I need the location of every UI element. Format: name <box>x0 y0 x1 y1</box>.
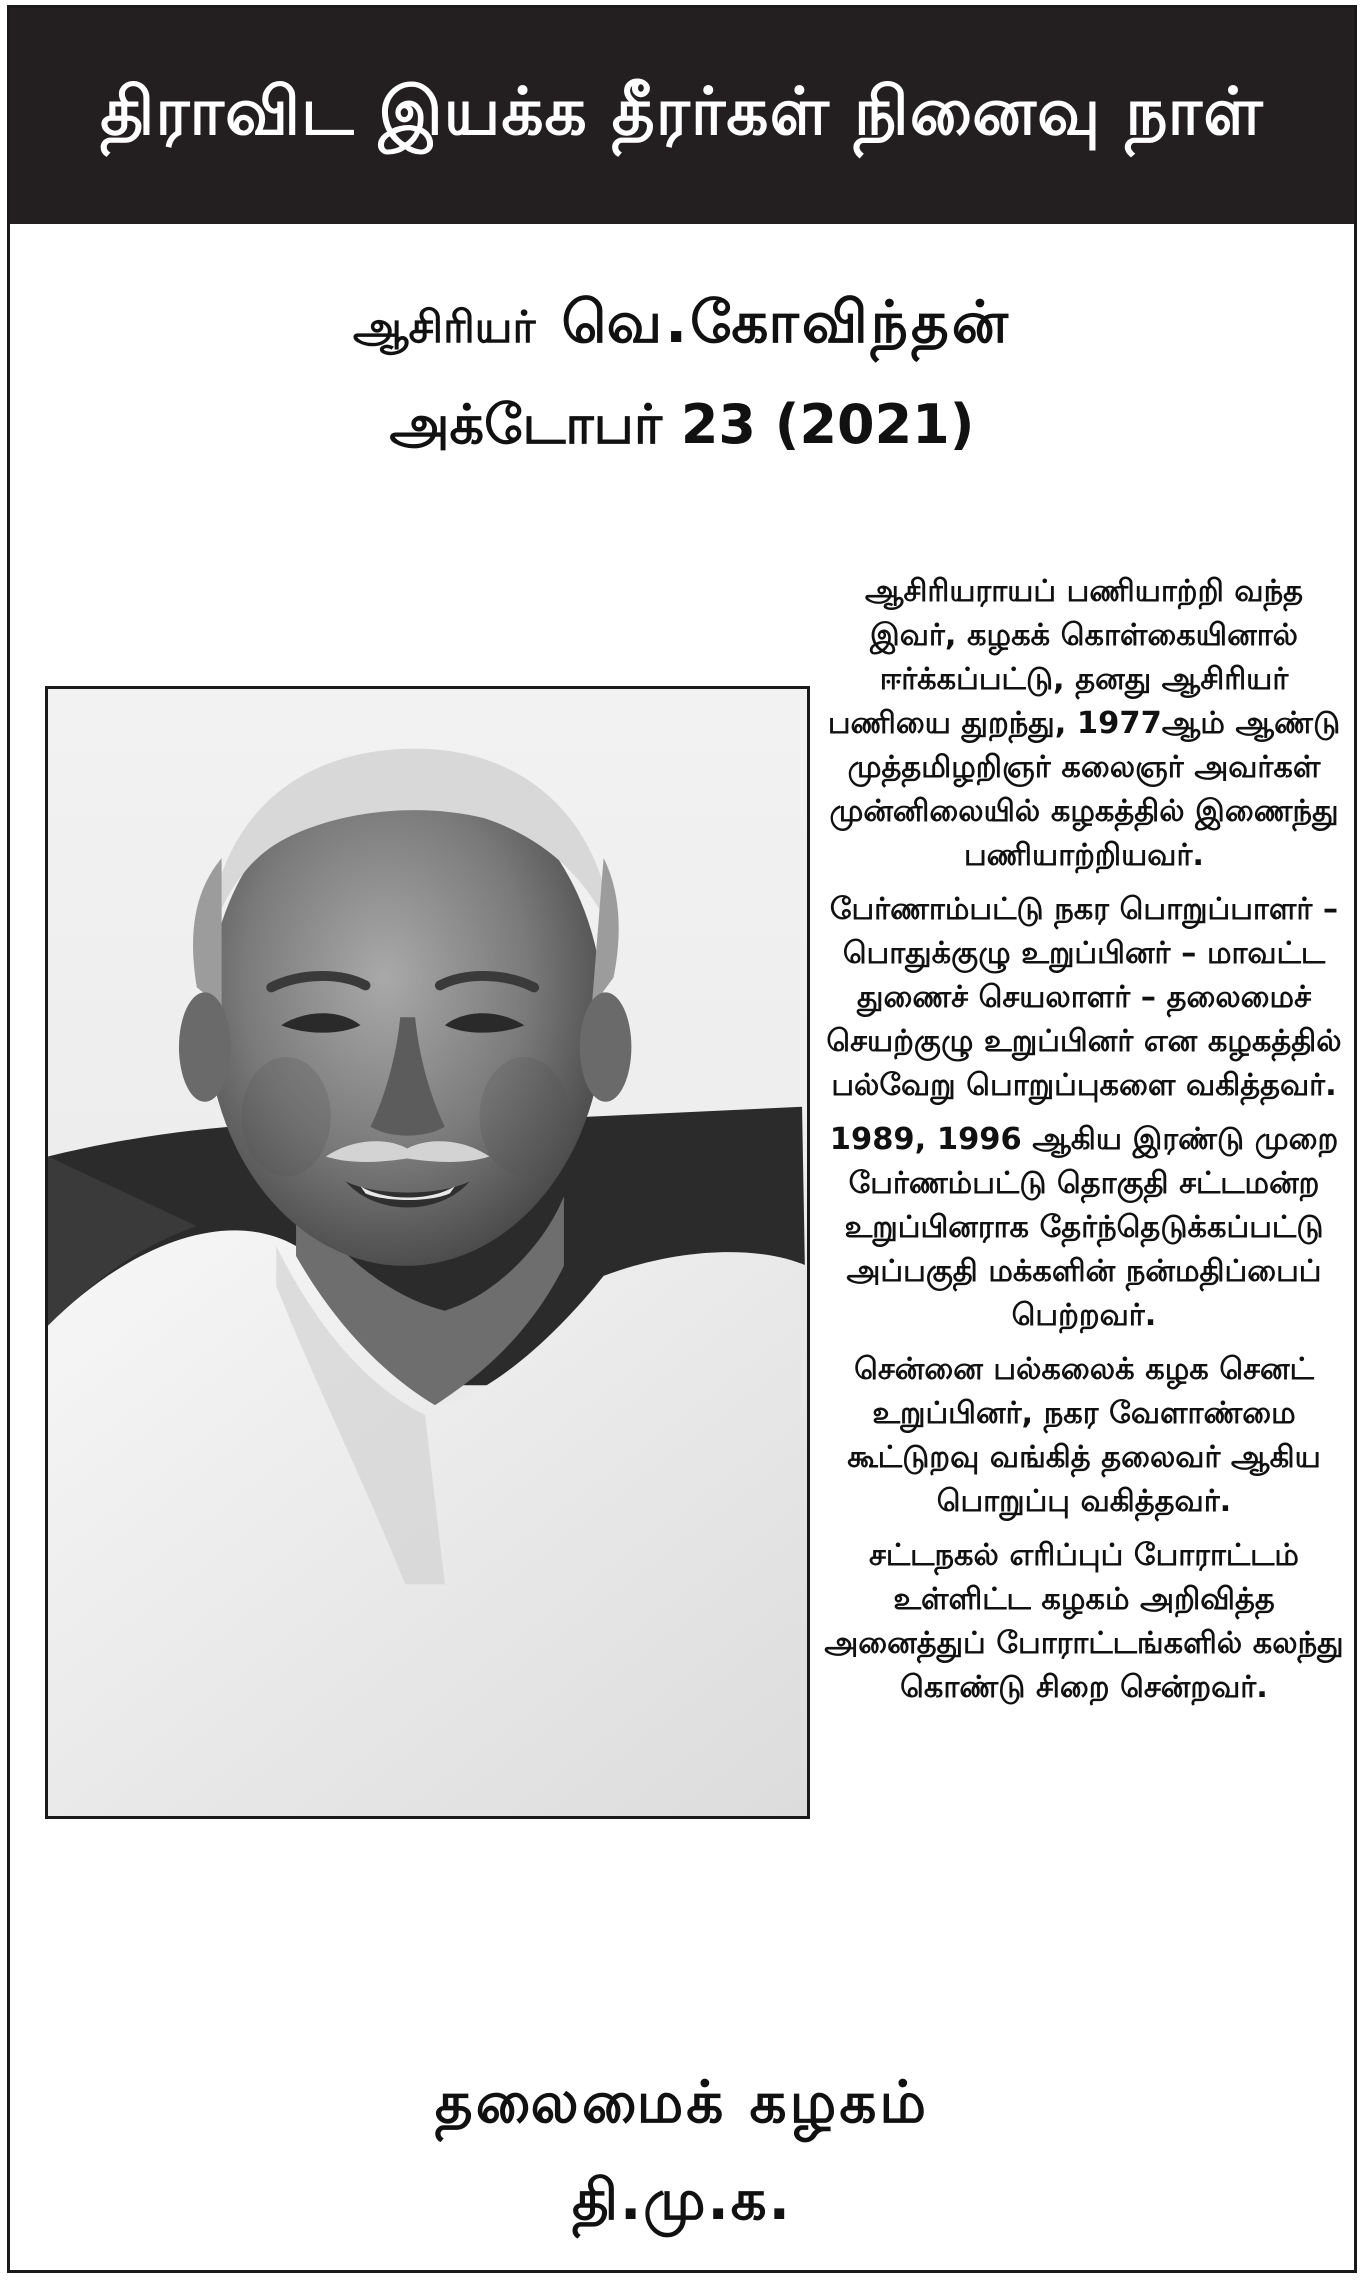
bio-paragraph: பேர்ணாம்பட்டு நகர பொறுப்பாளர் – பொதுக்குழு உறுப்பினர் – மாவட்ட துணைச் செயலாளர் – தலைமைச் செயற்குழு உறுப்பினர் என கழகத்தில் பல்வேறு பொறுப்புகளை வகித்தவர். <box>826 892 1342 1103</box>
bio-paragraph: 1989, 1996 ஆகிய இரண்டு முறை பேர்ணம்பட்டு தொகுதி சட்டமன்ற உறுப்பினராக தேர்ந்தெடுக்கப்பட்டு அப்பகுதி மக்களின் நன்மதிப்பைப் பெற்றவர். <box>829 1122 1339 1333</box>
footer-organization: தலைமைக் கழகம் <box>434 2068 930 2136</box>
bio-paragraph: ஆசிரியராயப் பணியாற்றி வந்த இவர், கழகக் கொள்கையினால் ஈர்க்கப்பட்டு, தனது ஆசிரியர் பணியை துறந்து, 1977ஆம் ஆண்டு முத்தமிழறிஞர் கலைஞர் அவர்கள் முன்னிலையில் கழகத்தில் இணைந்து பணியாற்றியவர். <box>827 574 1341 873</box>
footer-party: தி.மு.க. <box>572 2168 792 2233</box>
portrait-photo-icon <box>48 689 807 1816</box>
person-name-line <box>10 288 1354 364</box>
banner-title: திராவிட இயக்க தீரர்கள் நினைவு நாள் <box>100 73 1264 150</box>
person-name: வெ.கோவிந்தன் <box>561 288 1011 356</box>
person-title-prefix: ஆசிரியர் <box>353 302 536 353</box>
portrait-photo <box>45 686 810 1819</box>
header-banner <box>10 8 1354 224</box>
bio-paragraph: சட்டநகல் எரிப்புப் போராட்டம் உள்ளிட்ட கழகம் அறிவித்த அனைத்துப் போராட்டங்களில் கலந்து கொண்டு சிறை சென்றவர். <box>824 1538 1344 1705</box>
memorial-notice <box>7 5 1357 2273</box>
biography <box>818 570 1350 1720</box>
bio-paragraph: சென்னை பல்கலைக் கழக செனட் உறுப்பினர், நகர வேளாண்மை கூட்டுறவு வங்கித் தலைவர் ஆகிய பொறுப்பு வகித்தவர். <box>847 1352 1321 1519</box>
memorial-date: அக்டோபர் 23 (2021) <box>389 393 975 456</box>
